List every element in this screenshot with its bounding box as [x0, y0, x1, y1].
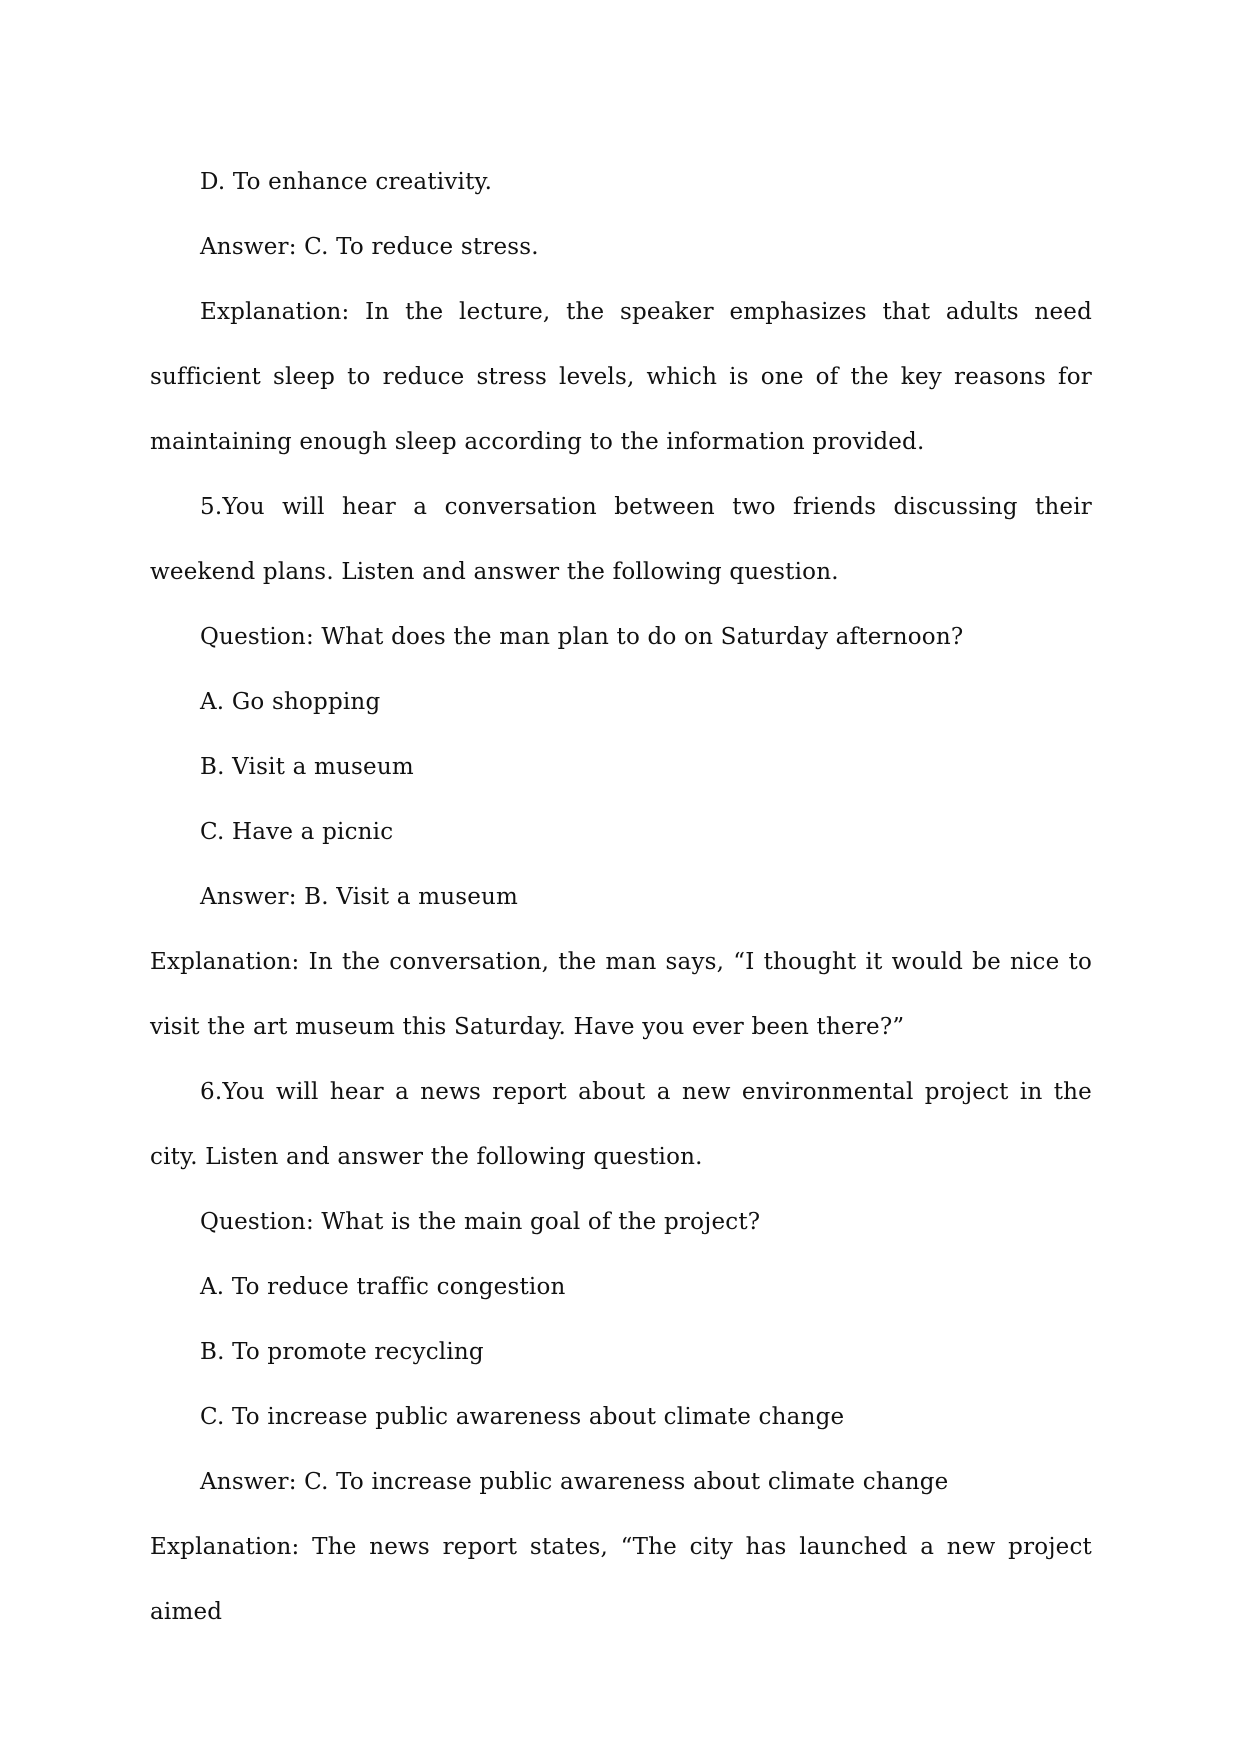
explanation-q4: Explanation: In the lecture, the speaker emphasizes that adults need sufficient sleep to reduce stress levels, which is one of the key reasons for maintaining enough sleep according to the information provided. [150, 299, 1092, 455]
question-6-intro: 6.You will hear a news report about a new environmental project in the city. Listen and answer the following question. [150, 1079, 1092, 1170]
explanation-q6: Explanation: The news report states, “The city has launched a new project aimed [150, 1534, 1092, 1625]
option-d-creativity: D. To enhance creativity. [200, 169, 493, 195]
answer-q5: Answer: B. Visit a museum [200, 884, 519, 910]
q5-option-b: B. Visit a museum [200, 754, 414, 780]
q6-option-b: B. To promote recycling [200, 1339, 484, 1365]
question-5-intro: 5.You will hear a conversation between two friends discussing their weekend plans. Listen and answer the following question. [150, 494, 1092, 585]
answer-q6: Answer: C. To increase public awareness about climate change [200, 1469, 949, 1495]
q5-option-c: C. Have a picnic [200, 819, 394, 845]
answer-q4: Answer: C. To reduce stress. [200, 234, 539, 260]
q6-option-a: A. To reduce traffic congestion [200, 1274, 566, 1300]
question-5-prompt: Question: What does the man plan to do on Saturday afternoon? [200, 624, 964, 650]
q5-option-a: A. Go shopping [200, 689, 381, 715]
q6-option-c: C. To increase public awareness about climate change [200, 1404, 845, 1430]
explanation-q5: Explanation: In the conversation, the man says, “I thought it would be nice to visit the art museum this Saturday. Have you ever been there?” [150, 949, 1092, 1040]
question-6-prompt: Question: What is the main goal of the project? [200, 1209, 761, 1235]
document-body [150, 150, 1092, 1645]
